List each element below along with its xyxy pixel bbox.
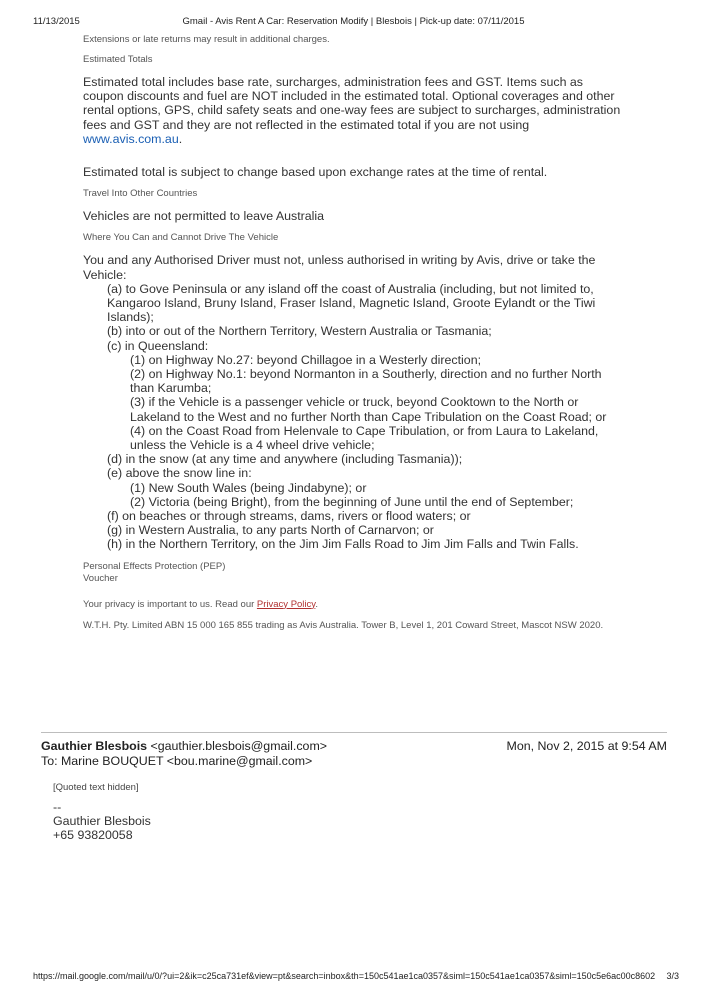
rule-g: (g) in Western Australia, to any parts North of Carnarvon; or [107,523,434,538]
estimated-totals-text [83,75,623,146]
rule-c2: (2) on Highway No.1: beyond Normanton in a Southerly, direction and no further North than Karumba; [130,367,602,396]
avis-website-link[interactable]: www.avis.com.au [83,131,179,146]
rule-a: (a) to Gove Peninsula or any island off the coast of Australia (including, but not limited to, Kangaroo Island, Bruny Island, Fraser Island, Magnetic Island, Groote Eylandt or the Tiwi Islands); [107,281,596,325]
email-body [83,32,623,632]
reply-message-header [41,739,667,769]
reply-body [53,782,453,842]
reply-timestamp: Mon, Nov 2, 2015 at 9:54 AM [506,739,667,753]
rule-f: (f) on beaches or through streams, dams, rivers or flood waters; or [107,509,471,524]
privacy-prefix: Your privacy is important to us. Read our [83,598,257,610]
signature-dash: -- [53,800,62,814]
quoted-text-toggle[interactable]: [Quoted text hidden] [53,782,139,793]
privacy-policy-link[interactable]: Privacy Policy [256,598,316,610]
rule-e: (e) above the snow line in: [107,466,252,481]
print-header [0,16,707,30]
company-info: W.T.H. Pty. Limited ABN 15 000 165 855 trading as Avis Australia. Tower B, Level 1, 201 Coward Street, Mascot NSW 2020. [83,619,604,631]
signature-phone-link[interactable]: +65 93820058 [53,828,133,842]
rule-c3: (3) if the Vehicle is a passenger vehicle or truck, beyond Cooktown to the North or Lakeland to the West and no further North than Cape Tribulation on the Coast Road; or [130,395,607,424]
privacy-suffix: . [315,598,318,610]
travel-text: Vehicles are not permitted to leave Australia [83,209,325,224]
rule-h: (h) in the Northern Territory, on the Jim Jim Falls Road to Jim Jim Falls and Twin Falls. [107,537,579,552]
page-number: 3/3 [666,971,679,981]
rule-c1: (1) on Highway No.27: beyond Chillagoe in a Westerly direction; [130,352,482,367]
where-heading: Where You Can and Cannot Drive The Vehicle [83,232,279,244]
rule-c4: (4) on the Coast Road from Helenvale to Cape Tribulation, or from Laura to Lakeland, unless the Vehicle is a 4 wheel drive vehicle; [130,423,599,453]
extensions-note: Extensions or late returns may result in additional charges. [83,34,330,45]
avis-link-suffix: . [178,131,183,146]
rule-e1: (1) New South Wales (being Jindabyne); or [130,480,367,495]
driving-rules [83,253,623,551]
privacy-note [83,599,623,611]
rules-intro: You and any Authorised Driver must not, unless authorised in writing by Avis, drive or take the Vehicle: [83,253,596,282]
rule-e2: (2) Victoria (being Bright), from the beginning of June until the end of September; [130,494,574,509]
print-title: Gmail - Avis Rent A Car: Reservation Modify | Blesbois | Pick-up date: 07/11/2015 [182,16,525,27]
voucher-label: Voucher [83,572,118,584]
rule-b: (b) into or out of the Northern Territory, Western Australia or Tasmania; [107,324,492,339]
estimated-totals-body: Estimated total includes base rate, surcharges, administration fees and GST. Items such as coupon discounts and fuel are NOT included in the estimated total. Optional coverages and other rental options, GPS, child safety seats and one-way fees are subject to surcharges, administration fees and GST and they are not reflected in the estimated total if you are not using [83,75,621,132]
rule-c: (c) in Queensland: [107,338,209,353]
print-date: 11/13/2015 [33,16,80,27]
print-url: https://mail.google.com/mail/u/0/?ui=2&ik=c25ca731ef&view=pt&search=inbox&th=150c541ae1ca0357&siml=150c541ae1ca0357&siml=150c5e6ac00c8602 [33,971,656,981]
print-footer [0,971,707,985]
sender-name: Gauthier Blesbois [41,739,148,753]
rule-d: (d) in the snow (at any time and anywhere (including Tasmania)); [107,452,463,467]
travel-heading: Travel Into Other Countries [83,188,198,200]
exchange-rates-text: Estimated total is subject to change based upon exchange rates at the time of rental. [83,165,548,180]
estimated-totals-heading: Estimated Totals [83,54,153,65]
reply-to-line: To: Marine BOUQUET <bou.marine@gmail.com> [41,754,313,768]
sender-email: <gauthier.blesbois@gmail.com> [150,739,328,753]
pep-label: Personal Effects Protection (PEP) [83,560,226,572]
signature-name: Gauthier Blesbois [53,814,151,828]
message-divider [41,732,667,733]
